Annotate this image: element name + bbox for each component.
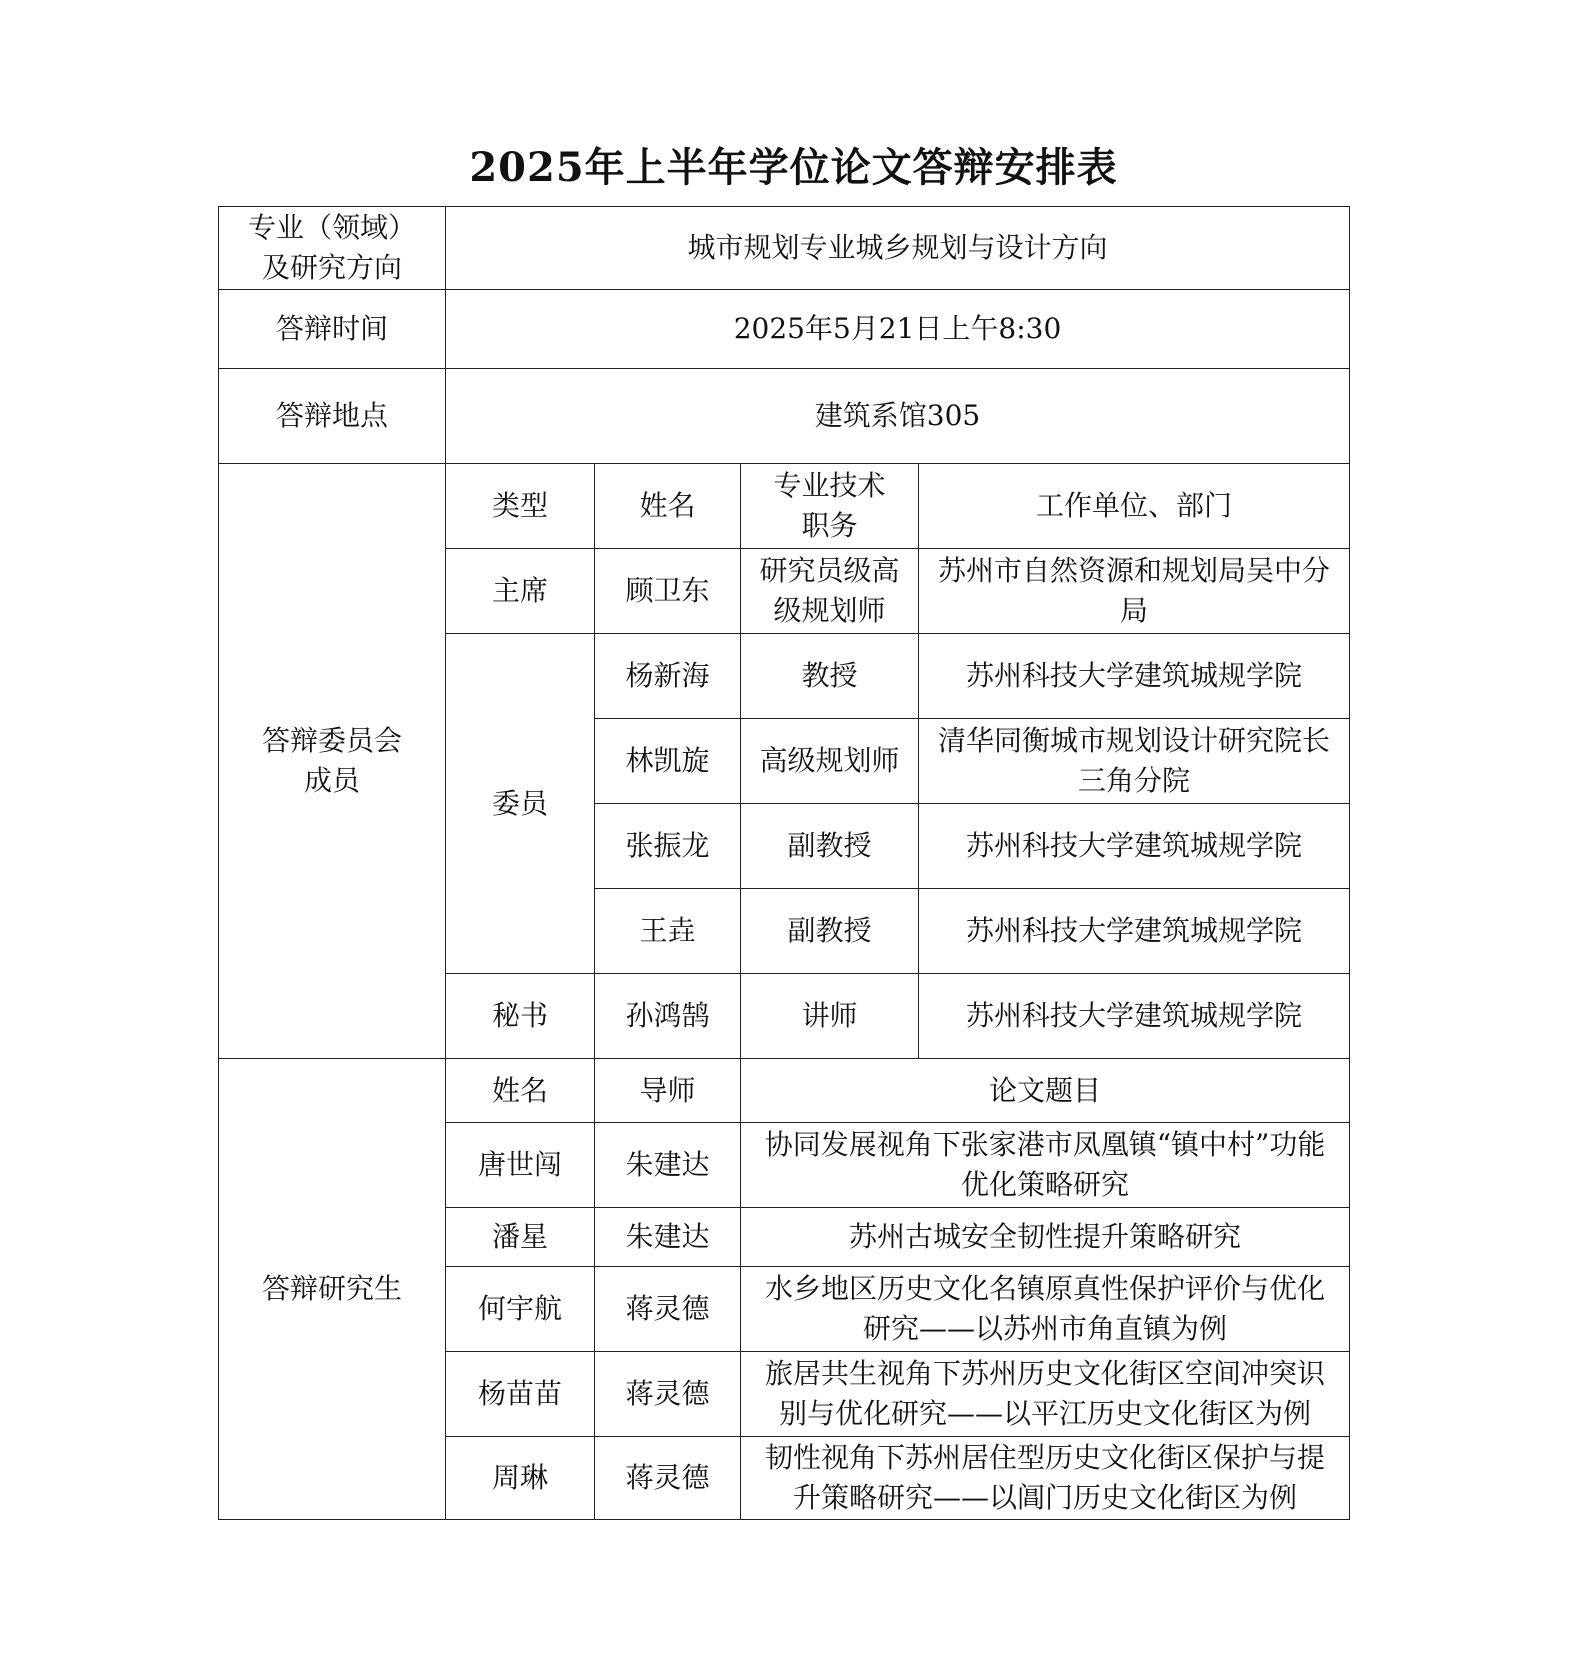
member-name: 王垚 — [595, 889, 741, 974]
place-value: 建筑系馆305 — [446, 369, 1350, 464]
committee-header-row — [219, 464, 1350, 549]
student-name: 唐世闯 — [446, 1123, 595, 1208]
student-thesis: 苏州古城安全韧性提升策略研究 — [741, 1208, 1350, 1267]
student-name: 杨苗苗 — [446, 1352, 595, 1437]
secretary-name: 孙鸿鹄 — [595, 974, 741, 1059]
students-label: 答辩研究生 — [219, 1059, 446, 1520]
time-value: 2025年5月21日上午8:30 — [446, 290, 1350, 369]
member-name: 张振龙 — [595, 804, 741, 889]
major-label: 专业（领域）及研究方向 — [219, 207, 446, 290]
student-advisor: 蒋灵德 — [595, 1437, 741, 1520]
member-unit: 苏州科技大学建筑城规学院 — [919, 804, 1350, 889]
student-thesis: 旅居共生视角下苏州历史文化街区空间冲突识别与优化研究——以平江历史文化街区为例 — [741, 1352, 1350, 1437]
secretary-type: 秘书 — [446, 974, 595, 1059]
student-header-row — [219, 1059, 1350, 1123]
secretary-title: 讲师 — [741, 974, 919, 1059]
student-header-name: 姓名 — [446, 1059, 595, 1123]
page-title: 2025年上半年学位论文答辩安排表 — [469, 144, 1118, 191]
student-advisor: 朱建达 — [595, 1208, 741, 1267]
time-label: 答辩时间 — [219, 290, 446, 369]
chair-unit: 苏州市自然资源和规划局吴中分局 — [919, 549, 1350, 634]
student-name: 潘星 — [446, 1208, 595, 1267]
member-name: 林凯旋 — [595, 719, 741, 804]
member-title: 副教授 — [741, 804, 919, 889]
member-unit: 清华同衡城市规划设计研究院长三角分院 — [919, 719, 1350, 804]
secretary-unit: 苏州科技大学建筑城规学院 — [919, 974, 1350, 1059]
committee-header-unit: 工作单位、部门 — [919, 464, 1350, 549]
defense-schedule-table — [218, 206, 1350, 1520]
member-title: 教授 — [741, 634, 919, 719]
committee-header-name: 姓名 — [595, 464, 741, 549]
student-thesis: 水乡地区历史文化名镇原真性保护评价与优化研究——以苏州市角直镇为例 — [741, 1267, 1350, 1352]
time-row — [219, 290, 1350, 369]
chair-title: 研究员级高级规划师 — [741, 549, 919, 634]
member-unit: 苏州科技大学建筑城规学院 — [919, 634, 1350, 719]
member-title: 高级规划师 — [741, 719, 919, 804]
member-name: 杨新海 — [595, 634, 741, 719]
student-header-thesis: 论文题目 — [741, 1059, 1350, 1123]
student-thesis: 协同发展视角下张家港市凤凰镇“镇中村”功能优化策略研究 — [741, 1123, 1350, 1208]
member-unit: 苏州科技大学建筑城规学院 — [919, 889, 1350, 974]
member-title: 副教授 — [741, 889, 919, 974]
place-label: 答辩地点 — [219, 369, 446, 464]
member-type: 委员 — [446, 634, 595, 974]
student-advisor: 朱建达 — [595, 1123, 741, 1208]
chair-type: 主席 — [446, 549, 595, 634]
committee-header-type: 类型 — [446, 464, 595, 549]
committee-label: 答辩委员会成员 — [219, 464, 446, 1059]
student-header-advisor: 导师 — [595, 1059, 741, 1123]
major-value: 城市规划专业城乡规划与设计方向 — [446, 207, 1350, 290]
student-name: 周琳 — [446, 1437, 595, 1520]
chair-name: 顾卫东 — [595, 549, 741, 634]
major-row — [219, 207, 1350, 290]
committee-header-title: 专业技术职务 — [741, 464, 919, 549]
student-name: 何宇航 — [446, 1267, 595, 1352]
student-thesis: 韧性视角下苏州居住型历史文化街区保护与提升策略研究——以阊门历史文化街区为例 — [741, 1437, 1350, 1520]
place-row — [219, 369, 1350, 464]
student-advisor: 蒋灵德 — [595, 1267, 741, 1352]
student-advisor: 蒋灵德 — [595, 1352, 741, 1437]
